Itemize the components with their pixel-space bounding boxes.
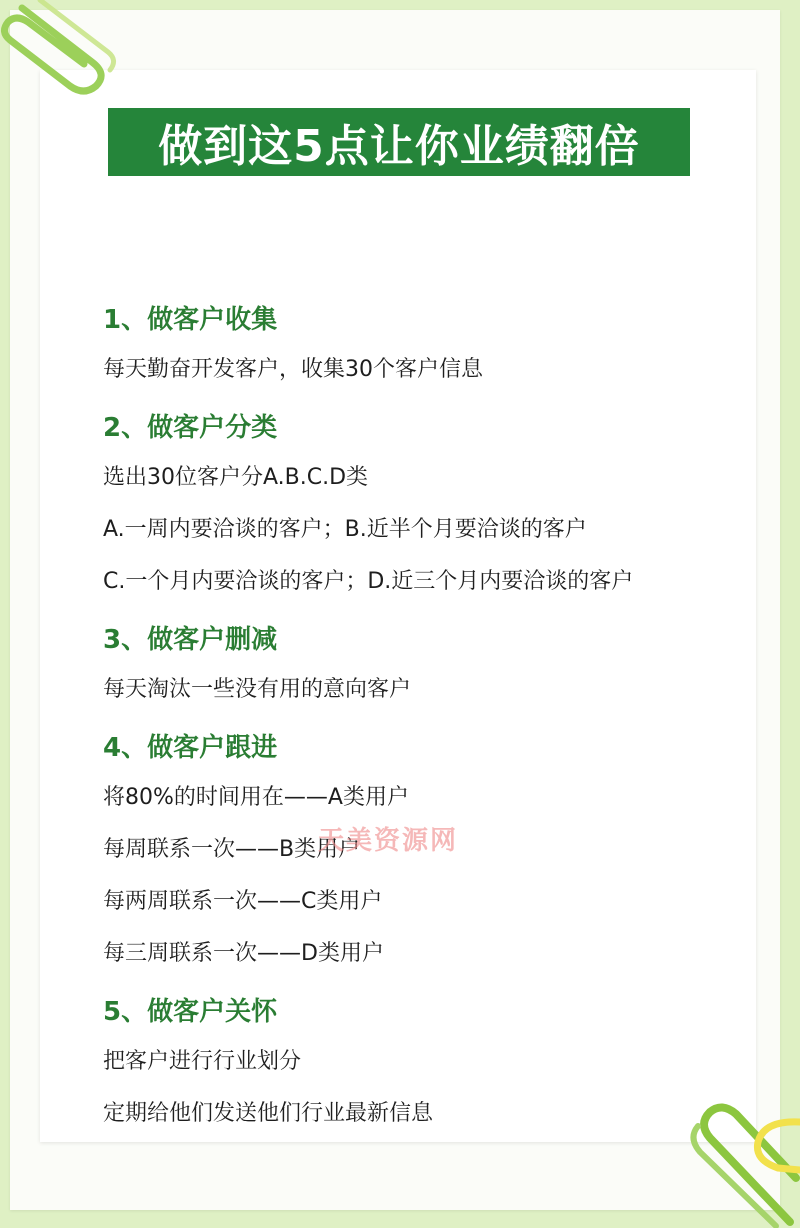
- content-body: [103, 298, 743, 1146]
- section-line: 将80%的时间用在——A类用户: [103, 785, 409, 810]
- section-heading: 2、做客户分类: [103, 413, 278, 443]
- section-line: A.一周内要洽谈的客户；B.近半个月要洽谈的客户: [103, 517, 587, 542]
- section-heading: 1、做客户收集: [103, 305, 278, 335]
- section-customer-care: [103, 990, 743, 1146]
- paper-clip-icon: [0, 0, 130, 100]
- section-line: C.一个月内要洽谈的客户；D.近三个月内要洽谈的客户: [103, 569, 634, 594]
- section-line: 定期给他们发送他们行业最新信息: [103, 1101, 434, 1126]
- section-line: 每天淘汰一些没有用的意向客户: [103, 677, 412, 702]
- section-customer-classification: [103, 406, 743, 614]
- section-line: 每天勤奋开发客户，收集30个客户信息: [103, 357, 483, 382]
- watermark: 天美资源网: [318, 826, 459, 856]
- section-heading: 3、做客户删减: [103, 625, 278, 655]
- page-title: 做到这5点让你业绩翻倍: [158, 121, 640, 172]
- section-line: 把客户进行行业划分: [103, 1049, 302, 1074]
- section-customer-reduction: [103, 618, 743, 722]
- section-line: 每两周联系一次——C类用户: [103, 889, 383, 914]
- section-line: 选出30位客户分A.B.C.D类: [103, 465, 369, 490]
- section-line: 每周联系一次——B类用户: [103, 837, 361, 862]
- section-line: 每三周联系一次——D类用户: [103, 941, 384, 966]
- section-heading: 4、做客户跟进: [103, 733, 278, 763]
- section-heading: 5、做客户关怀: [103, 997, 278, 1027]
- title-banner: [108, 108, 690, 176]
- section-customer-collection: [103, 298, 743, 402]
